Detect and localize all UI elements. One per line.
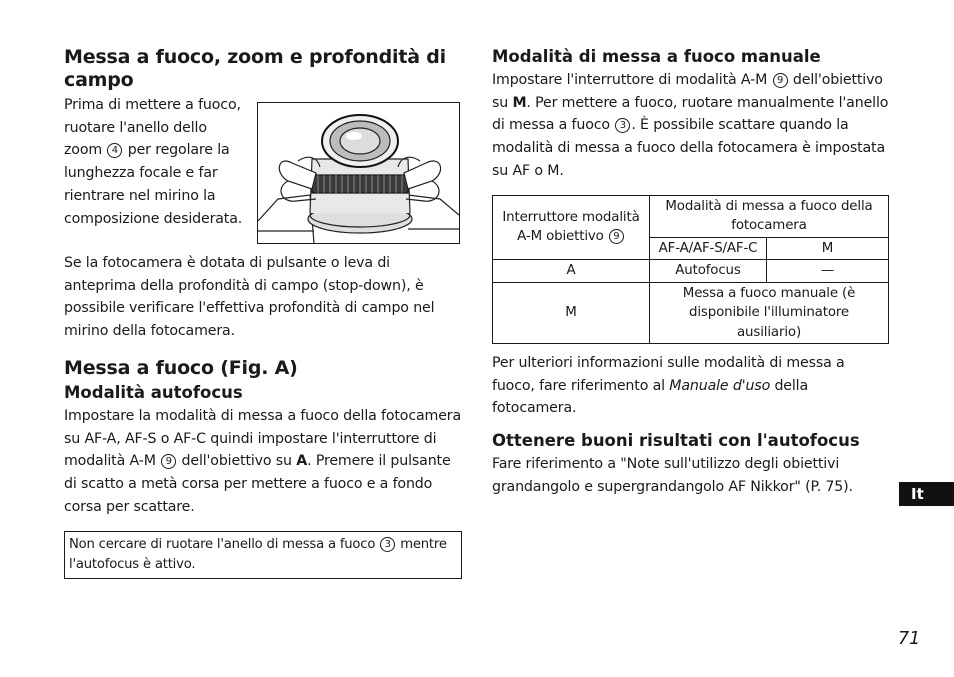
callout-number: 3 bbox=[380, 537, 395, 552]
lens-illustration bbox=[257, 102, 460, 244]
autofocus-text-c: . Premere il pulsante di scatto a metà corsa per mettere a fuoco e a fondo corsa per scattare. bbox=[64, 453, 451, 515]
manual-focus-heading: Modalità di messa a fuoco manuale bbox=[492, 47, 821, 66]
callout-number: 9 bbox=[161, 454, 176, 469]
intro-text bbox=[64, 94, 249, 230]
more-info-a: Per ulteriori informazioni sulle modalità di messa a fuoco, fare riferimento al bbox=[492, 355, 845, 394]
left-column bbox=[64, 46, 462, 579]
intro-block bbox=[64, 94, 462, 252]
table-subheader-af: AF-A/AF-S/AF-C bbox=[650, 237, 767, 260]
intro-text-a: Prima di mettere a fuoco, ruotare l'anello dello zoom bbox=[64, 97, 241, 159]
right-column bbox=[492, 46, 890, 499]
focus-zoom-heading: Messa a fuoco, zoom e profondità di campo bbox=[64, 46, 446, 91]
preview-text: Se la fotocamera è dotata di pulsante o leva di anteprima della profondità di campo (stop-down), è possibile verificare l'effettiva profondità di campo nel mirino della fotocamera. bbox=[64, 255, 435, 340]
table-cell: M bbox=[493, 282, 650, 344]
header-text: Interruttore modalità A-M obiettivo bbox=[502, 209, 640, 245]
autofocus-text-a: Impostare la modalità di messa a fuoco della fotocamera su AF-A, AF-S o AF-C quindi impostare l'interruttore di modalità A-M bbox=[64, 407, 462, 470]
table-row bbox=[493, 282, 889, 344]
table-header-switch bbox=[493, 195, 650, 260]
manual-focus-text bbox=[492, 69, 890, 183]
table-row bbox=[493, 195, 889, 237]
mode-letter: A bbox=[296, 453, 308, 470]
callout-number: 3 bbox=[615, 118, 630, 133]
mode-letter: M bbox=[512, 94, 527, 111]
table-cell: Autofocus bbox=[650, 260, 767, 283]
autofocus-text-b: dell'obiettivo su bbox=[177, 453, 297, 470]
notice-box bbox=[64, 531, 462, 579]
callout-number: 9 bbox=[609, 229, 624, 244]
language-tab: It bbox=[899, 482, 954, 506]
table-cell: — bbox=[767, 260, 889, 283]
focus-mode-table bbox=[492, 195, 889, 345]
manual-text-d: . È possibile scattare quando la modalità di messa a fuoco della fotocamera è impostata su AF o M. bbox=[492, 117, 886, 179]
good-results-text: Fare riferimento a "Note sull'utilizzo degli obiettivi grandangolo e supergrandangolo AF Nikkor" (P. 75). bbox=[492, 456, 853, 495]
table-subheader-m: M bbox=[767, 237, 889, 260]
callout-number: 9 bbox=[773, 73, 788, 88]
table-header-camera-mode: Modalità di messa a fuoco della fotocamera bbox=[650, 195, 889, 237]
table-cell: A bbox=[493, 260, 650, 283]
page-number: 71 bbox=[898, 629, 921, 649]
more-info-b: della fotocamera. bbox=[492, 377, 809, 417]
manual-reference: Manuale d'uso bbox=[669, 377, 771, 394]
intro-text-b: per regolare la lunghezza focale e far rientrare nel mirino la composizione desiderata. bbox=[64, 142, 243, 227]
manual-text-c: . Per mettere a fuoco, ruotare manualmente l'anello di messa a fuoco bbox=[492, 94, 889, 134]
more-info-text bbox=[492, 352, 890, 420]
good-results-heading: Ottenere buoni risultati con l'autofocus bbox=[492, 431, 860, 451]
autofocus-subheading: Modalità autofocus bbox=[64, 382, 243, 402]
focus-fig-heading: Messa a fuoco (Fig. A) bbox=[64, 356, 298, 379]
table-row bbox=[493, 260, 889, 283]
manual-text-b: dell'obiettivo su bbox=[492, 72, 883, 111]
autofocus-text bbox=[64, 405, 462, 519]
table-cell: Messa a fuoco manuale (è disponibile l'illuminatore ausiliario) bbox=[650, 282, 889, 344]
notice-text-a: Non cercare di ruotare l'anello di messa a fuoco bbox=[69, 537, 380, 553]
manual-text-a: Impostare l'interruttore di modalità A-M bbox=[492, 72, 772, 88]
lens-drawing bbox=[258, 103, 459, 243]
notice-text-b: mentre l'autofocus è attivo. bbox=[69, 537, 447, 573]
callout-number: 4 bbox=[107, 143, 122, 158]
